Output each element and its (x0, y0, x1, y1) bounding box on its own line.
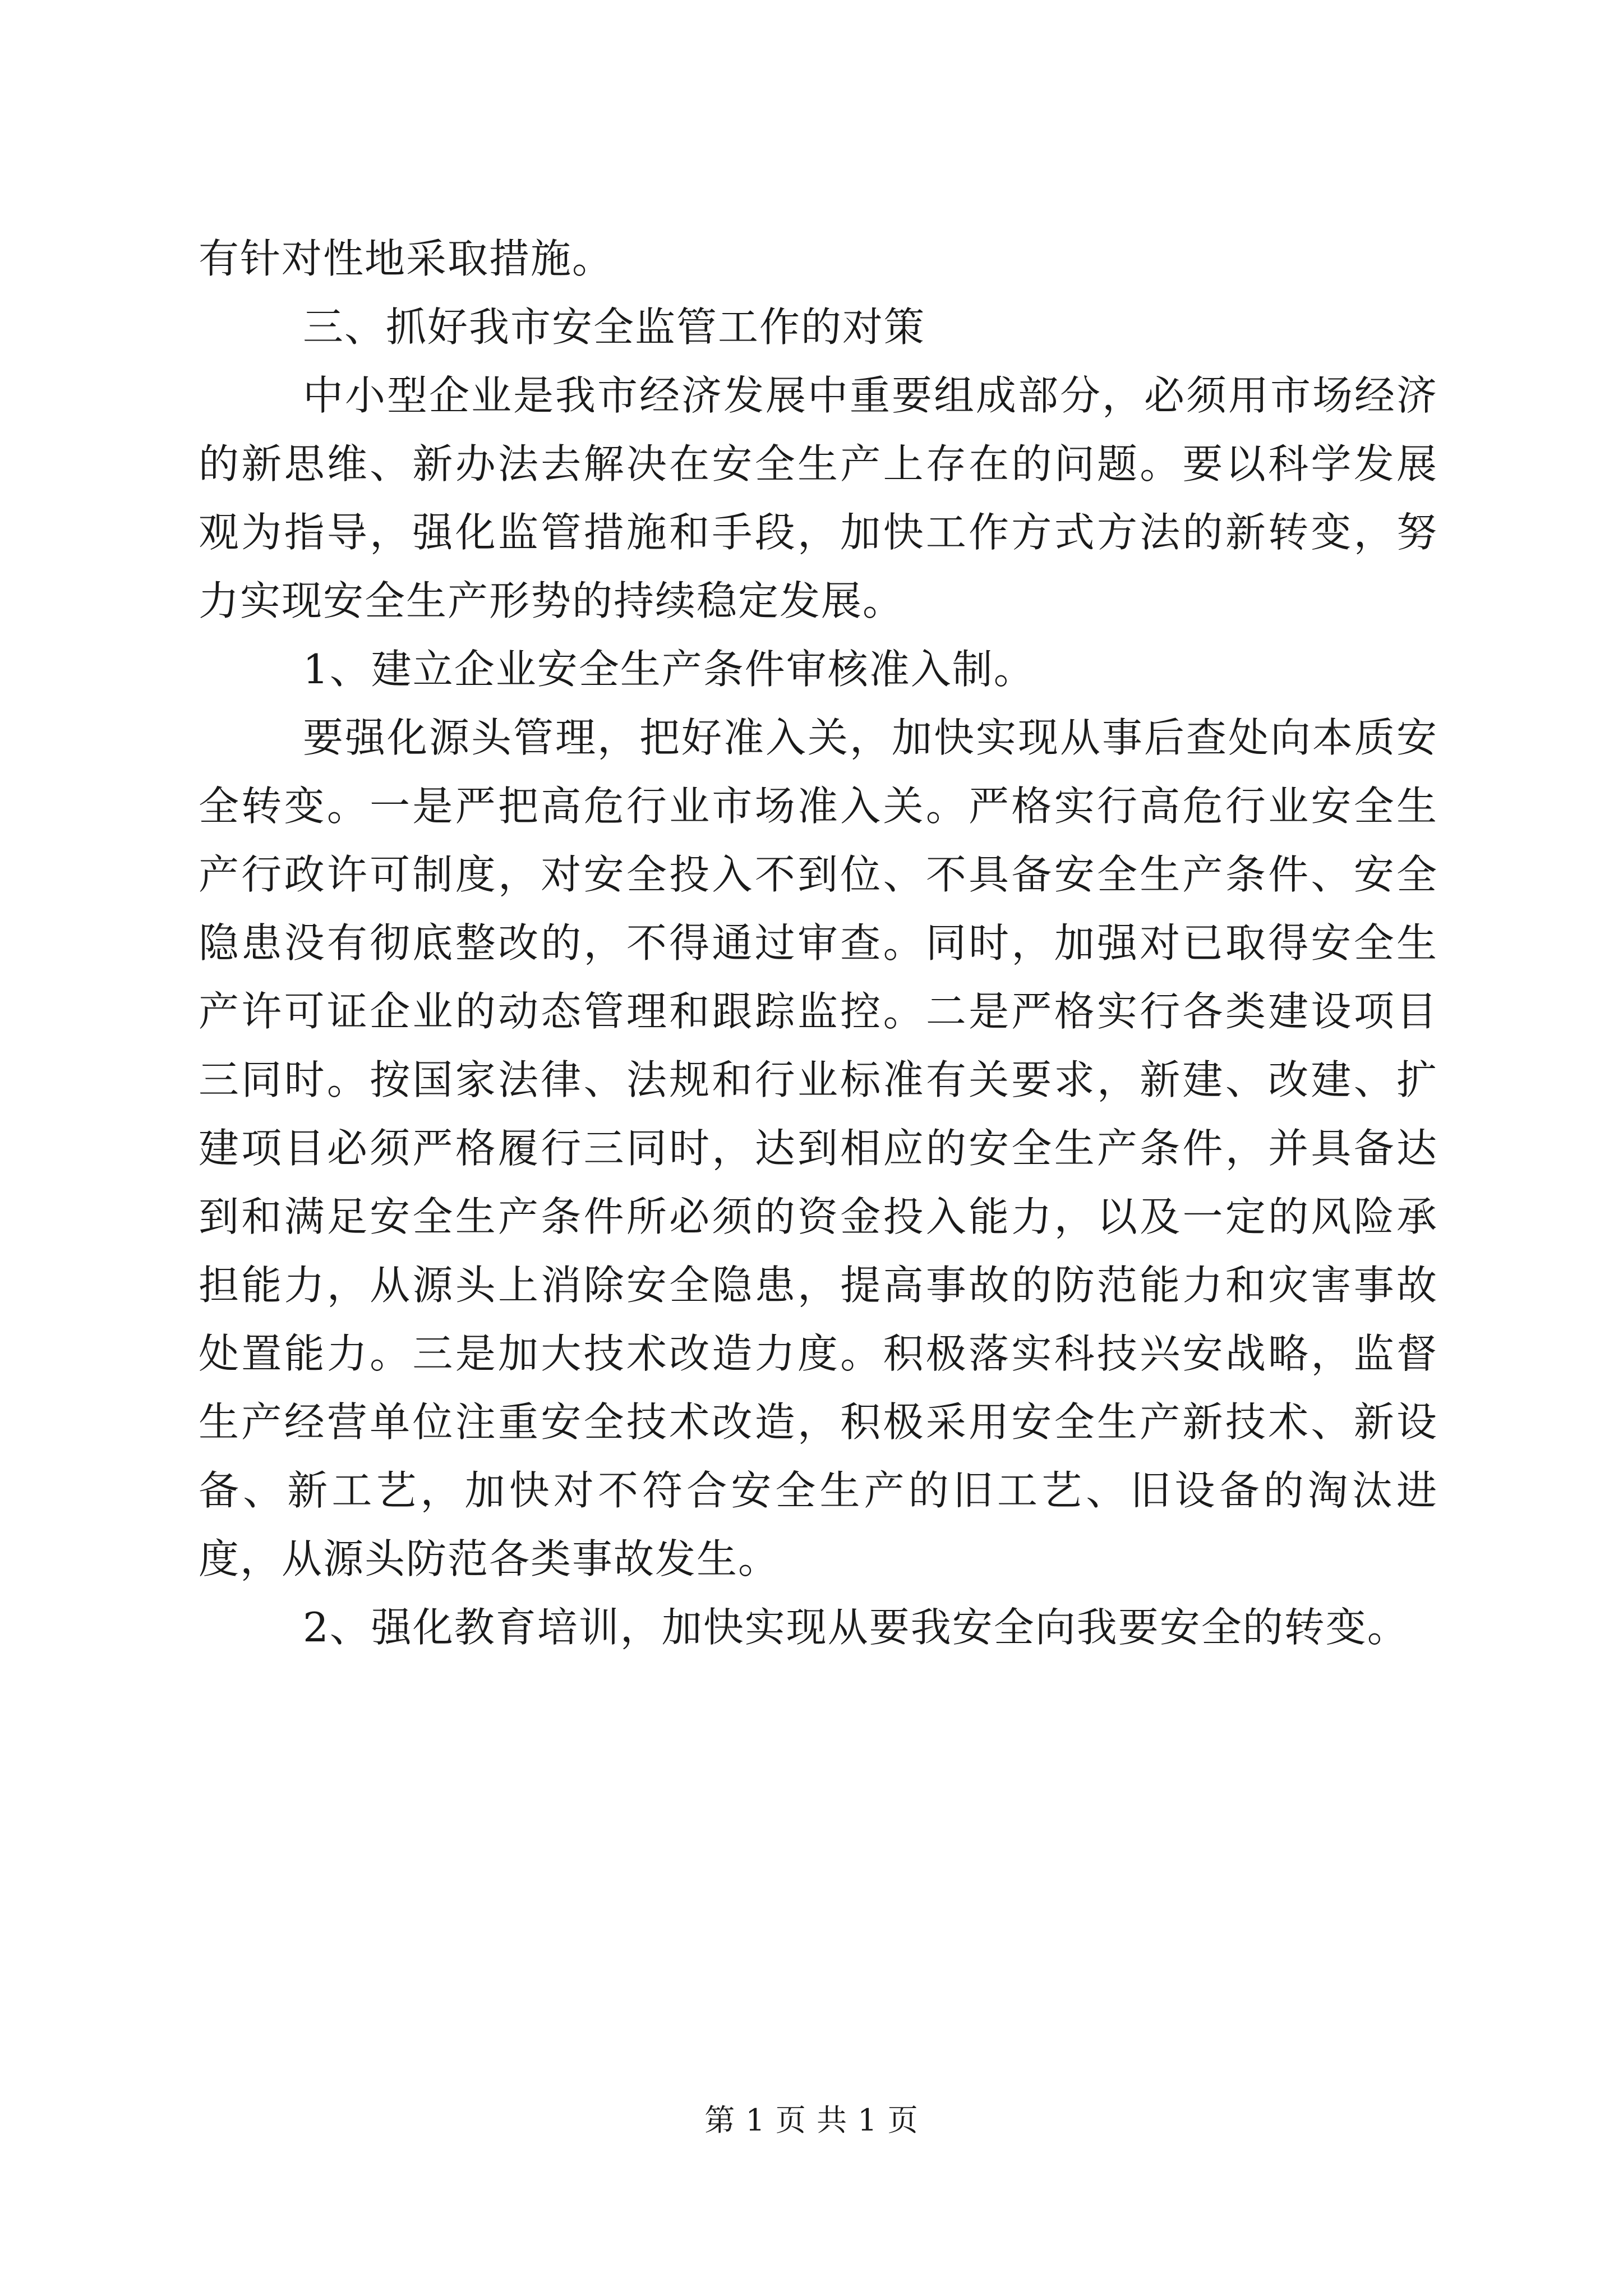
section-heading: 三、抓好我市安全监管工作的对策 (303, 303, 926, 351)
subheading-1: 1、建立企业安全生产条件审核准入制。 (303, 646, 1035, 693)
paragraph-1: 有针对性地采取措施。 (199, 235, 614, 282)
paragraph-5: 要强化源头管理，把好准入关，加快实现从事后查处向本质安全转变。一是严把高危行业市场准入关。严格实行高危行业安全生产行政许可制度，对安全投入不到位、不具备安全生产条件、安全隐患没有彻底整改的，不得通过审查。同时，加强对已取得安全生产许可证企业的动态管理和跟踪监控。二是严格实行各类建设项目三同时。按国家法律、法规和行业标准有关要求，新建、改建、扩建项目必须严格履行三同时，达到相应的安全生产条件，并具备达到和满足安全生产条件所必须的资金投入能力，以及一定的风险承担能力，从源头上消除安全隐患，提高事故的防范能力和灾害事故处置能力。三是加大技术改造力度。积极落实科技兴安战略，监督生产经营单位注重安全技术改造，积极采用安全生产新技术、新设备、新工艺，加快对不符合安全生产的旧工艺、旧设备的淘汰进度，从源头防范各类事故发生。 (199, 714, 1438, 1582)
paragraph-3: 中小型企业是我市经济发展中重要组成部分，必须用市场经济的新思维、新办法去解决在安全生产上存在的问题。要以科学发展观为指导，强化监管措施和手段，加快工作方式方法的新转变，努力实现安全生产形势的持续稳定发展。 (199, 372, 1438, 624)
subheading-2: 2、强化教育培训，加快实现从要我安全向我要安全的转变。 (303, 1604, 1409, 1651)
page-footer: 第 1 页 共 1 页 (704, 2102, 919, 2138)
document-body (199, 224, 1438, 1662)
